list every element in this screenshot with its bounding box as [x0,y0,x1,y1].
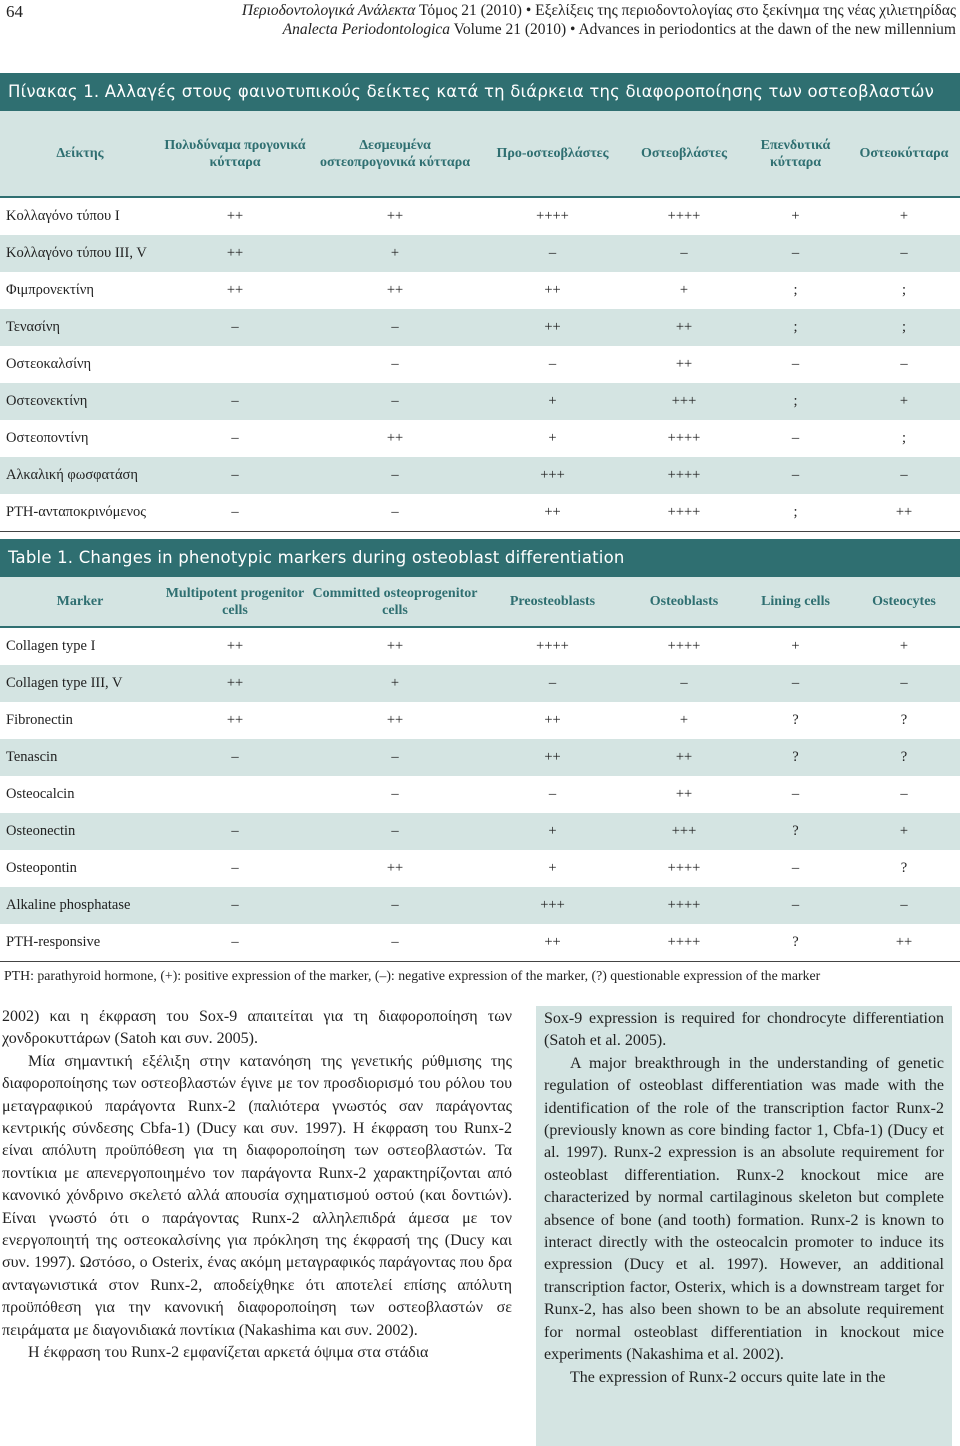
table-body [0,627,960,962]
expression-cell: ++++ [536,638,569,654]
expression-cell: ++++ [667,430,701,446]
paragraph: Sox-9 expression is required for chondrocyte differentiation (Satoh et al. 2005). [544,1010,944,1050]
marker-name: Fibronectin [6,712,73,728]
expression-cell: +++ [540,897,565,913]
marker-name: PTH-responsive [6,934,101,950]
expression-cell: – [391,467,399,483]
expression-cell: + [679,712,689,728]
expression-cell: – [231,467,239,483]
col-header: Δείκτης [0,111,160,197]
expression-cell: – [391,823,399,839]
col-header: Πολυδύναμα προγονικά κύτταρα [160,111,310,197]
marker-name: Αλκαλική φωσφατάση [6,467,138,483]
expression-cell: – [791,245,800,261]
col-header: Multipotent progenitor cells [160,577,310,627]
expression-cell: ; [793,504,798,520]
expression-cell: + [791,638,800,654]
expression-cell: – [231,319,239,335]
col-header: Osteoblasts [625,577,743,627]
expression-cell: – [231,897,239,913]
col-header: Οστεοκύτταρα [848,111,960,197]
table-header-row [0,577,960,627]
expression-cell: ++++ [667,208,701,224]
expression-cell: ++ [895,504,913,520]
expression-cell: + [899,823,909,839]
marker-name: Tenascin [6,749,58,765]
expression-cell: ++ [386,638,404,654]
marker-name: Osteocalcin [6,786,75,802]
expression-cell: – [900,786,908,802]
expression-cell: ? [900,749,908,765]
expression-cell: – [900,356,908,372]
expression-cell: ++ [895,934,913,950]
expression-cell: – [391,319,399,335]
expression-cell [160,346,310,383]
expression-cell: – [391,393,399,409]
table-row [0,457,960,494]
table-row [0,665,960,702]
table-row [0,272,960,309]
expression-cell: ++++ [667,934,701,950]
marker-name: Οστεοκαλσίνη [6,356,92,372]
expression-cell: ++ [675,319,693,335]
expression-cell: +++ [540,467,565,483]
col-header: Preosteoblasts [480,577,625,627]
expression-cell: ++ [386,208,404,224]
expression-cell: – [391,504,399,520]
table-row [0,813,960,850]
expression-cell: ++ [675,749,693,765]
expression-cell: – [900,245,908,261]
expression-cell: – [791,675,800,691]
expression-cell: – [231,504,239,520]
expression-cell [160,776,310,813]
table-row [0,420,960,457]
marker-name: Κολλαγόνο τύπου I [6,208,120,224]
table-row [0,702,960,739]
expression-cell: ? [900,712,908,728]
expression-cell: ++ [386,282,404,298]
table-greek [0,73,960,554]
expression-cell: – [391,749,399,765]
expression-cell: + [548,860,557,876]
expression-cell: – [231,430,239,446]
expression-cell: ? [900,860,908,876]
expression-cell: ++ [226,208,244,224]
marker-table [0,111,960,532]
col-header: Marker [0,577,160,627]
expression-cell: – [791,467,800,483]
expression-cell: – [791,430,800,446]
expression-cell: – [231,393,239,409]
expression-cell: ; [901,319,907,335]
table-row [0,739,960,776]
table-row [0,309,960,346]
expression-cell: – [791,356,800,372]
table-row [0,924,960,962]
expression-cell: – [548,245,557,261]
expression-cell: – [791,897,800,913]
expression-cell: – [231,934,239,950]
expression-cell: ; [793,319,798,335]
paragraph: 2002) και η έκφραση του Sox-9 απαιτείται για τη διαφοροποίηση των χονδροκυττάρων (Satoh και συν. 2005). [2,1008,512,1048]
greek-text-column [2,1006,512,1365]
table-title: Table 1. Changes in phenotypic markers during osteoblast differentiation [0,539,960,577]
expression-cell: – [548,786,557,802]
expression-cell: ++ [544,934,561,950]
expression-cell: ; [901,430,907,446]
expression-cell: ++ [675,356,693,372]
journal-line-greek: Περιοδοντολογικά Ανάλεκτα Τόμος 21 (2010) • Εξελίξεις της περιοδοντολογίας στο ξεκίνημα της νέας χιλιετηρίδας [241,2,956,19]
expression-cell: ++ [226,712,244,728]
table-english [0,539,960,984]
table-row [0,346,960,383]
expression-cell: – [231,860,239,876]
marker-name: Τενασίνη [6,319,60,335]
expression-cell: ++++ [667,860,701,876]
expression-cell: ? [792,749,799,765]
expression-cell: – [548,356,557,372]
expression-cell: +++ [671,393,697,409]
marker-name: Κολλαγόνο τύπου III, V [6,245,147,261]
marker-table [0,577,960,962]
marker-name: Φιμπρονεκτίνη [6,282,94,298]
expression-cell: ++ [544,749,561,765]
table-row [0,197,960,235]
expression-cell: ++ [226,638,244,654]
expression-cell: + [548,393,557,409]
page-number: 64 [6,2,23,21]
expression-cell: ? [792,823,799,839]
expression-cell: ++++ [667,467,701,483]
expression-cell: – [900,467,908,483]
expression-cell: – [680,675,688,691]
expression-cell: – [391,786,399,802]
marker-name: Alkaline phosphatase [6,897,131,913]
expression-cell: + [679,282,689,298]
table-title: Πίνακας 1. Αλλαγές στους φαινοτυπικούς δείκτες κατά τη διάρκεια της διαφοροποίησης των οστεοβλαστών [0,73,960,111]
table-header-row [0,111,960,197]
expression-cell: ++ [386,712,404,728]
marker-name: PTH-ανταποκρινόμενος [6,504,147,520]
expression-cell: ++ [226,675,244,691]
expression-cell: + [548,823,557,839]
expression-cell: ++ [544,319,561,335]
marker-name: Οστεονεκτίνη [6,393,88,409]
english-text-column [536,1006,952,1446]
marker-name: Osteonectin [6,823,76,839]
expression-cell: ++ [386,430,404,446]
expression-cell: – [791,860,800,876]
col-header: Δεσμευμένα οστεοπρογονικά κύτταρα [310,111,480,197]
expression-cell: ++ [386,860,404,876]
expression-cell: + [548,430,557,446]
expression-cell: ++ [675,786,693,802]
expression-cell: + [390,245,400,261]
marker-name: Οστεοποντίνη [6,430,89,446]
paragraph: The expression of Runx-2 occurs quite late in the [570,1368,886,1386]
expression-cell: – [900,675,908,691]
expression-cell: – [680,245,688,261]
expression-cell: + [390,675,400,691]
paragraph: Μία σημαντική εξέλιξη στην κατανόηση της γενετικής ρύθμισης της διαφοροποίησης των οστεοβλαστών έγινε με τον προσδιορισμό του ρόλου του μεταγραφικού παράγοντα Runx-2 (παλιότερα γνωστός σαν παράγοντας κεντρικής σύνδεσης Cbfa-1) (Ducy και συν. 1997). Η έκφραση του Runx-2 είναι απόλυτη προϋπόθεση για τη διαφοροποίηση των οστεοβλαστών. Τα ποντίκια με απενεργοποιημένο τον παράγοντα Runx-2 χαρακτηρίζονται από κανονικό χόνδρινο σκελετό αλλά απουσία σχηματισμού οστού (και δοντιών). Είναι γνωστό ότι ο παράγοντας Runx-2 αλληλεπιδρά άμεσα με τον ενεργοποιητή της οστεοκαλσίνης για πρόκληση της έκφρασή της (Ducy και συν. 1997). Ωστόσο, ο Osterix, ένας ακόμη μεταγραφικός παράγοντας που δρα ανταγωνιστικά στον Runx-2, αποδείχθηκε ότι αποτελεί επίσης απόλυτη προϋπόθεση για την κανονική διαφοροποίηση των οστεοβλαστών σε πειράματα με διαγονιδιακά ποντίκια (Nakashima και συν. 2002). [2,1052,512,1339]
expression-cell: ; [793,282,798,298]
expression-cell: ++ [544,282,561,298]
expression-cell: ++++ [667,897,701,913]
paragraph: Η έκφραση του Runx-2 εμφανίζεται αρκετά όψιμα στα στάδια [28,1344,429,1362]
expression-cell: ++ [544,504,561,520]
expression-cell: – [391,934,399,950]
expression-cell: ++ [544,712,561,728]
expression-cell: +++ [671,823,697,839]
table-row [0,776,960,813]
col-header: Lining cells [743,577,848,627]
expression-cell: – [231,823,239,839]
table-body [0,197,960,532]
expression-cell: – [548,675,557,691]
expression-cell: ++++ [667,638,701,654]
expression-cell: ++ [226,282,244,298]
expression-cell: ; [901,282,907,298]
running-head [0,0,960,44]
table-row [0,627,960,665]
col-header: Οστεοβλάστες [625,111,743,197]
expression-cell: – [791,786,800,802]
expression-cell: ? [792,712,799,728]
col-header: Committed osteoprogenitor cells [310,577,480,627]
table-row [0,235,960,272]
expression-cell: – [900,897,908,913]
expression-cell: + [899,208,909,224]
table-row [0,383,960,420]
expression-cell: ; [793,393,798,409]
expression-cell: + [899,638,909,654]
marker-name: Collagen type I [6,638,96,654]
table-footnote: PTH: parathyroid hormone, (+): positive expression of the marker, (–): negative expression of the marker, (?) questionable expression of the marker [4,968,821,983]
expression-cell: ++++ [536,208,569,224]
expression-cell: + [899,393,909,409]
col-header: Επενδυτικά κύτταρα [743,111,848,197]
table-row [0,494,960,532]
expression-cell: ? [792,934,799,950]
marker-name: Collagen type III, V [6,675,123,691]
table-row [0,850,960,887]
expression-cell: – [231,749,239,765]
table-row [0,887,960,924]
paragraph: A major breakthrough in the understanding of genetic regulation of osteoblast differentiation was made with the identification of the role of the transcription factor Runx-2 (previously known as core binding factor 1, Cbfa-1) (Ducy et al. 1997). Runx-2 expression is an absolute requirement for osteoblast differentiation. Runx-2 knockout mice are characterized by normal cartilaginous skeleton but complete absence of bone (and tooth) formation. Runx-2 is known to interact directly with the osteocalcin promoter to induce its expression (Ducy et al. 1997). However, an additional transcription factor, Osterix, which is a downstream target for Runx-2, has also been shown to be an absolute requirement for normal osteoblast differentiation in knockout mice experiments (Nakashima et al. 2002). [544,1054,944,1364]
expression-cell: ++ [226,245,244,261]
expression-cell: + [791,208,800,224]
marker-name: Osteopontin [6,860,77,876]
expression-cell: – [391,356,399,372]
col-header: Προ-οστεοβλάστες [480,111,625,197]
expression-cell: ++++ [667,504,701,520]
expression-cell: – [391,897,399,913]
journal-line-english: Analecta Periodontologica Volume 21 (2010) • Advances in periodontics at the dawn of the new millennium [282,21,956,38]
col-header: Osteocytes [848,577,960,627]
